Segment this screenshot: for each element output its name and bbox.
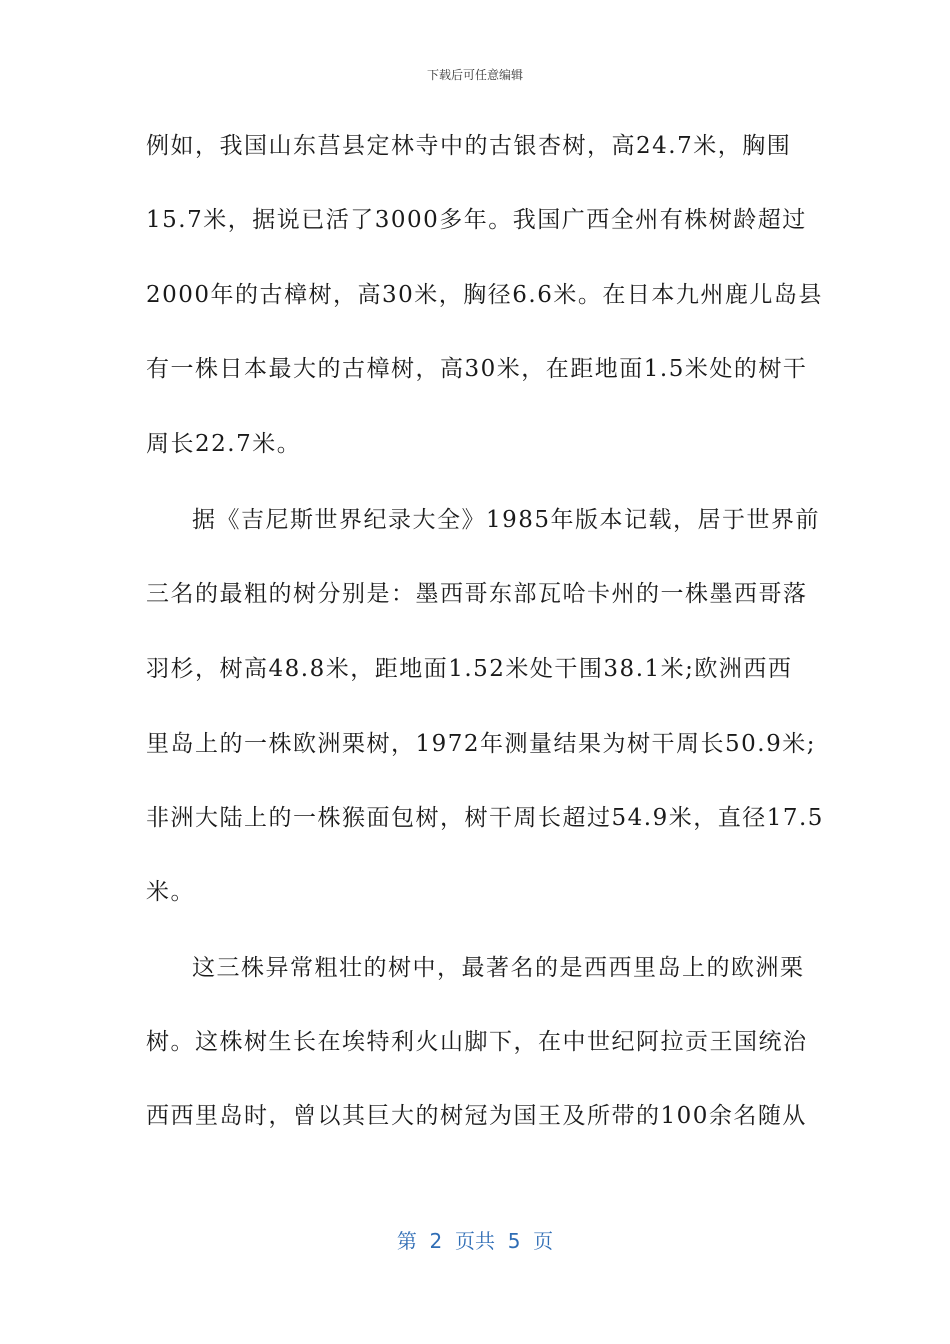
text-line: 这三株异常粗壮的树中，最著名的是西西里岛上的欧洲栗: [192, 955, 805, 981]
text-line: 周长22.7米。: [146, 431, 302, 457]
text-line: 15.7米，据说已活了3000多年。我国广西全州有株树龄超过: [146, 207, 807, 233]
text-line: 西西里岛时，曾以其巨大的树冠为国王及所带的100余名随从: [146, 1103, 807, 1129]
text-line: 非洲大陆上的一株猴面包树，树干周长超过54.9米，直径17.5: [146, 805, 824, 831]
text-line: 2000年的古樟树，高30米，胸径6.6米。在日本九州鹿儿岛县: [146, 282, 823, 308]
text-line: 羽杉，树高48.8米，距地面1.52米处干围38.1米;欧洲西西: [146, 656, 793, 682]
text-line: 米。: [146, 879, 195, 905]
page-number-footer: 第 2 页共 5 页: [396, 1229, 554, 1253]
text-line: 有一株日本最大的古樟树，高30米，在距地面1.5米处的树干: [146, 356, 808, 382]
text-line: 三名的最粗的树分别是：墨西哥东部瓦哈卡州的一株墨西哥落: [146, 581, 808, 607]
download-note: 下载后可任意编辑: [426, 68, 523, 82]
text-line: 例如，我国山东莒县定林寺中的古银杏树，高24.7米，胸围: [146, 133, 792, 159]
text-line: 据《吉尼斯世界纪录大全》1985年版本记载，居于世界前: [192, 507, 821, 533]
text-line: 树。这株树生长在埃特利火山脚下，在中世纪阿拉贡王国统治: [146, 1029, 808, 1055]
text-line: 里岛上的一株欧洲栗树，1972年测量结果为树干周长50.9米;: [146, 731, 816, 757]
